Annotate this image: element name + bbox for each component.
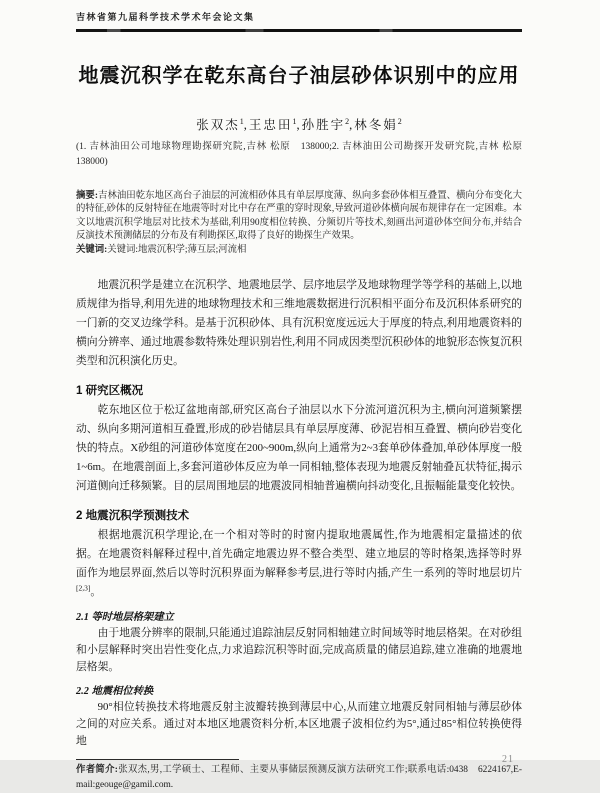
section-2-1-paragraph: 由于地震分辨率的限制,只能通过追踪油层反射同相轴建立时间域等时地层格架。在对砂组和小层解释时突出岩性变化点,力求追踪沉积等时面,完成高质量的储层追踪,建立准确的地震地层格架。 — [76, 627, 522, 674]
author-name: 王忠田$^1$ — [248, 116, 297, 132]
section-2-2-paragraph: 90°相位转换技术将地震反射主波瓣转换到薄层中心,从而建立地震反射同相轴与薄层砂体之间的对应关系。通过对本地区地震资料分析,本区地震子波相位约为5°,通过85°相位转换使得地 — [76, 701, 522, 748]
paper-title: 地震沉积学在乾东高台子油层砂体识别中的应用 — [78, 65, 520, 87]
keywords-label: 关键词: — [76, 244, 108, 255]
section-2-paragraph — [76, 526, 522, 602]
section-2-2-heading: 2.2 地震相位转换 — [76, 686, 154, 698]
section-1-heading: 1 研究区概况 — [76, 385, 144, 398]
author-name: 林冬娟$^2$ — [354, 116, 402, 132]
author-bio-footnote — [76, 763, 522, 793]
running-head: 吉林省第九届科学技术学术年会论文集 — [76, 12, 255, 22]
keywords — [76, 244, 522, 257]
author-bio-label: 作者简介: — [76, 765, 118, 776]
affiliation: (1. 吉林油田公司地球物理勘探研究院,吉林 松原 138000;2. 吉林油田公司勘探开发研究院,吉林 松原 138000) — [76, 142, 522, 167]
section-2-tail: 。 — [90, 586, 102, 599]
intro-paragraph: 地震沉积学是建立在沉积学、地震地层学、层序地层学及地球物理学等学科的基础上,以地质规律为指导,利用先进的地球物理技术和三维地震数据进行沉积相平面分布及沉积体系研究的一门新的交叉边缘学科。是基于沉积砂体、具有沉积宽度远远大于厚度的特点,利用地震资料的横向分辨率、通过地震参数特殊处理识别岩性,利用不同成因类型沉积砂体的地貌形态恢复沉积类型和沉积演化历史。 — [76, 279, 522, 368]
author-name: 孙胜宇$^2$ — [301, 116, 350, 132]
author-name: 张双杰$^1$ — [196, 116, 244, 132]
abstract-label: 摘要: — [76, 191, 98, 201]
section-2-text: 根据地震沉积学理论,在一个相对等时的时窗内提取地震属性,作为地震相定量描述的依据。在地震资料解释过程中,首先确定地震边界不整合类型、建立地层的等时格架,选择等时界面作为地层界面,然后以等时沉积界面为解释参考层,进行等时内插,产生一系列的等时地层切片 — [76, 529, 522, 580]
section-2-heading: 2 地震沉积学预测技术 — [76, 510, 190, 523]
authors-line: 张双杰$^1$,王忠田$^1$,孙胜宇$^2$,林冬娟$^2$ — [196, 116, 402, 132]
section-1-paragraph: 乾东地区位于松辽盆地南部,研究区高台子油层以水下分流河道沉积为主,横向河道频繁摆动、纵向多期河道相互叠置,形成的砂岩储层具有单层厚度薄、砂泥岩相互叠置、横向砂岩变化快的特点。X砂组的河道砂体宽度在200~900m,纵向上通常为2~3套单砂体叠加,单砂体厚度一般1~6m。在地震剖面上,多套河道砂体反应为单一同相轴,整体表现为地震反射轴叠瓦状特征,揭示河道侧向迁移频繁。目的层周围地层的地震波同相轴普遍横向抖动变化,且振幅能量变化较快。 — [76, 404, 522, 493]
keywords-text: 关键词:地震沉积学;薄互层;河流相 — [107, 244, 247, 255]
section-2-1-heading: 2.1 等时地层格架建立 — [76, 612, 174, 624]
footnote-separator — [76, 759, 239, 760]
abstract-text: 吉林油田乾东地区高台子油层的河流相砂体具有单层厚度薄、纵向多套砂体相互叠置、横向分布变化大的特征,砂体的反射特征在地震等时对比中存在严重的穿时现象,导致河道砂体横向展布规律存在一定困难。本文以地震沉积学地层对比技术为基础,利用90度相位转换、分频切片等技术,刻画出河道砂体空间分布,并结合反演技术预测储层的分布及有利勘探区,取得了良好的勘探生产效果。 — [76, 191, 522, 242]
header-rule — [76, 29, 522, 32]
author-bio-text: 张双杰,男,工学硕士、工程师、主要从事储层预测反演方法研究工作;联系电话:0438 6224167,E-mail:geouge@gamil.com. — [76, 765, 522, 791]
citation-superscript: [2,3] — [76, 583, 91, 593]
page-number: 21 — [502, 754, 514, 765]
abstract — [76, 190, 522, 244]
page-content — [76, 10, 522, 793]
